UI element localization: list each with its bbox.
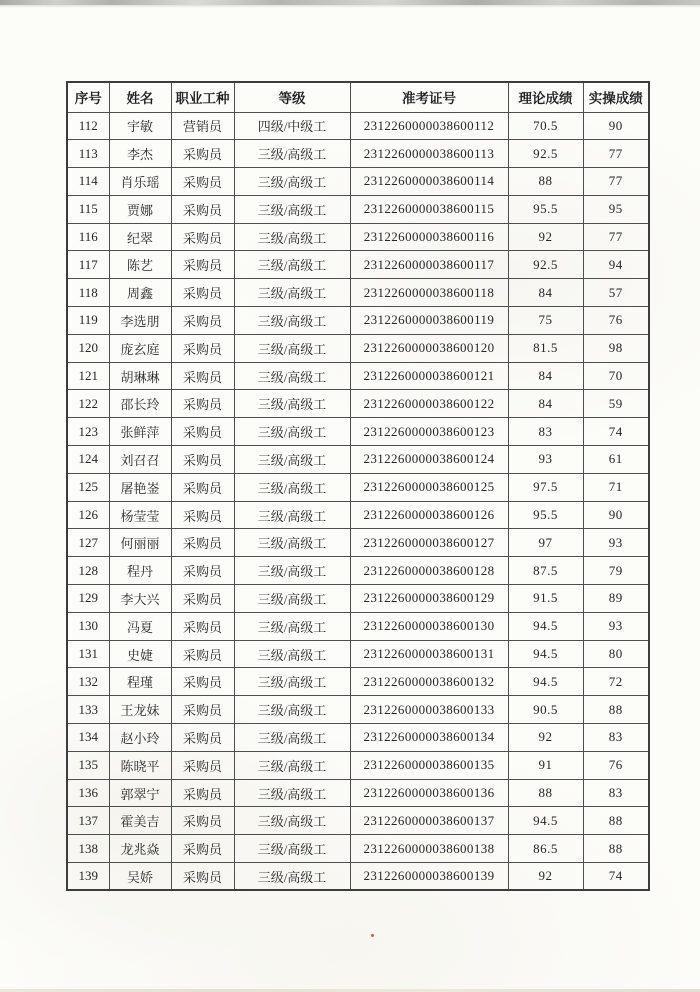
table-row [67, 779, 649, 807]
cell-practice-score: 77 [583, 140, 649, 168]
cell-exam-number: 2312260000038600129 [350, 585, 508, 613]
table-row [67, 446, 649, 474]
cell-name: 肖乐瑶 [109, 168, 171, 196]
cell-serial: 133 [67, 696, 109, 724]
cell-occupation: 采购员 [171, 195, 234, 223]
cell-serial: 127 [67, 529, 109, 557]
cell-practice-score: 77 [583, 168, 649, 196]
cell-name: 贾娜 [109, 195, 171, 223]
cell-serial: 123 [67, 418, 109, 446]
cell-grade: 三级/高级工 [234, 640, 350, 668]
cell-serial: 122 [67, 390, 109, 418]
column-header-occupation: 职业工种 [171, 82, 234, 112]
column-header-serial: 序号 [67, 82, 109, 112]
cell-serial: 114 [67, 168, 109, 196]
cell-grade: 三级/高级工 [234, 807, 350, 835]
cell-exam-number: 2312260000038600123 [350, 418, 508, 446]
cell-exam-number: 2312260000038600120 [350, 334, 508, 362]
cell-occupation: 采购员 [171, 612, 234, 640]
cell-grade: 三级/高级工 [234, 140, 350, 168]
cell-practice-score: 59 [583, 390, 649, 418]
cell-practice-score: 83 [583, 779, 649, 807]
cell-occupation: 采购员 [171, 779, 234, 807]
cell-grade: 三级/高级工 [234, 696, 350, 724]
cell-serial: 112 [67, 112, 109, 140]
cell-practice-score: 90 [583, 112, 649, 140]
cell-theory-score: 94.5 [508, 807, 583, 835]
cell-name: 龙兆焱 [109, 835, 171, 863]
cell-name: 赵小玲 [109, 724, 171, 752]
table-row [67, 112, 649, 140]
cell-theory-score: 94.5 [508, 640, 583, 668]
cell-occupation: 采购员 [171, 279, 234, 307]
cell-grade: 三级/高级工 [234, 446, 350, 474]
column-header-grade: 等级 [234, 82, 350, 112]
cell-occupation: 采购员 [171, 835, 234, 863]
cell-grade: 三级/高级工 [234, 390, 350, 418]
cell-name: 刘召召 [109, 446, 171, 474]
table-row [67, 334, 649, 362]
cell-theory-score: 92 [508, 724, 583, 752]
cell-exam-number: 2312260000038600136 [350, 779, 508, 807]
table-row [67, 835, 649, 863]
cell-grade: 三级/高级工 [234, 279, 350, 307]
cell-grade: 三级/高级工 [234, 334, 350, 362]
cell-grade: 三级/高级工 [234, 779, 350, 807]
column-header-practice-score: 实操成绩 [583, 82, 649, 112]
table-row [67, 223, 649, 251]
cell-theory-score: 91.5 [508, 585, 583, 613]
cell-name: 李杰 [109, 140, 171, 168]
cell-exam-number: 2312260000038600113 [350, 140, 508, 168]
cell-theory-score: 84 [508, 279, 583, 307]
table-row [67, 501, 649, 529]
cell-practice-score: 93 [583, 612, 649, 640]
cell-theory-score: 87.5 [508, 557, 583, 585]
cell-practice-score: 74 [583, 418, 649, 446]
table-row [67, 307, 649, 335]
cell-exam-number: 2312260000038600122 [350, 390, 508, 418]
cell-theory-score: 88 [508, 168, 583, 196]
cell-occupation: 采购员 [171, 168, 234, 196]
table-row [67, 279, 649, 307]
cell-practice-score: 57 [583, 279, 649, 307]
cell-name: 邵长玲 [109, 390, 171, 418]
cell-practice-score: 88 [583, 807, 649, 835]
table-body [67, 112, 649, 890]
cell-exam-number: 2312260000038600125 [350, 473, 508, 501]
cell-exam-number: 2312260000038600133 [350, 696, 508, 724]
cell-practice-score: 89 [583, 585, 649, 613]
cell-name: 冯夏 [109, 612, 171, 640]
cell-grade: 三级/高级工 [234, 751, 350, 779]
cell-practice-score: 90 [583, 501, 649, 529]
table-header-row [67, 82, 649, 112]
cell-practice-score: 74 [583, 863, 649, 891]
table-row [67, 751, 649, 779]
cell-name: 程丹 [109, 557, 171, 585]
table-row [67, 251, 649, 279]
cell-grade: 三级/高级工 [234, 557, 350, 585]
cell-grade: 三级/高级工 [234, 529, 350, 557]
cell-theory-score: 92 [508, 863, 583, 891]
table-row [67, 668, 649, 696]
table-row [67, 807, 649, 835]
cell-grade: 三级/高级工 [234, 473, 350, 501]
cell-occupation: 采购员 [171, 501, 234, 529]
table-row [67, 612, 649, 640]
cell-theory-score: 90.5 [508, 696, 583, 724]
cell-practice-score: 72 [583, 668, 649, 696]
cell-exam-number: 2312260000038600114 [350, 168, 508, 196]
cell-name: 张鲜萍 [109, 418, 171, 446]
cell-occupation: 采购员 [171, 418, 234, 446]
table-row [67, 724, 649, 752]
cell-name: 何丽丽 [109, 529, 171, 557]
cell-serial: 138 [67, 835, 109, 863]
cell-exam-number: 2312260000038600126 [350, 501, 508, 529]
cell-practice-score: 61 [583, 446, 649, 474]
cell-name: 霍美吉 [109, 807, 171, 835]
cell-practice-score: 77 [583, 223, 649, 251]
cell-theory-score: 81.5 [508, 334, 583, 362]
cell-serial: 139 [67, 863, 109, 891]
cell-grade: 三级/高级工 [234, 168, 350, 196]
cell-name: 陈晓平 [109, 751, 171, 779]
cell-grade: 四级/中级工 [234, 112, 350, 140]
table-row [67, 529, 649, 557]
cell-practice-score: 94 [583, 251, 649, 279]
cell-grade: 三级/高级工 [234, 251, 350, 279]
cell-practice-score: 83 [583, 724, 649, 752]
column-header-exam-number: 准考证号 [350, 82, 508, 112]
cell-occupation: 采购员 [171, 585, 234, 613]
cell-theory-score: 94.5 [508, 612, 583, 640]
cell-serial: 124 [67, 446, 109, 474]
cell-name: 陈艺 [109, 251, 171, 279]
cell-grade: 三级/高级工 [234, 362, 350, 390]
cell-grade: 三级/高级工 [234, 668, 350, 696]
cell-exam-number: 2312260000038600138 [350, 835, 508, 863]
cell-occupation: 采购员 [171, 557, 234, 585]
cell-exam-number: 2312260000038600124 [350, 446, 508, 474]
cell-serial: 113 [67, 140, 109, 168]
cell-exam-number: 2312260000038600131 [350, 640, 508, 668]
cell-name: 杨莹莹 [109, 501, 171, 529]
table-row [67, 863, 649, 891]
cell-exam-number: 2312260000038600112 [350, 112, 508, 140]
cell-practice-score: 95 [583, 195, 649, 223]
cell-serial: 126 [67, 501, 109, 529]
cell-name: 屠艳崟 [109, 473, 171, 501]
cell-serial: 125 [67, 473, 109, 501]
cell-exam-number: 2312260000038600117 [350, 251, 508, 279]
cell-serial: 136 [67, 779, 109, 807]
cell-practice-score: 76 [583, 751, 649, 779]
cell-practice-score: 98 [583, 334, 649, 362]
cell-occupation: 采购员 [171, 334, 234, 362]
cell-exam-number: 2312260000038600132 [350, 668, 508, 696]
table-row [67, 362, 649, 390]
cell-exam-number: 2312260000038600119 [350, 307, 508, 335]
cell-exam-number: 2312260000038600128 [350, 557, 508, 585]
cell-name: 史婕 [109, 640, 171, 668]
cell-theory-score: 97 [508, 529, 583, 557]
table-row [67, 195, 649, 223]
cell-name: 李选朋 [109, 307, 171, 335]
cell-serial: 117 [67, 251, 109, 279]
cell-serial: 121 [67, 362, 109, 390]
cell-exam-number: 2312260000038600135 [350, 751, 508, 779]
cell-name: 胡琳琳 [109, 362, 171, 390]
cell-serial: 129 [67, 585, 109, 613]
cell-occupation: 采购员 [171, 863, 234, 891]
table-row [67, 640, 649, 668]
cell-grade: 三级/高级工 [234, 223, 350, 251]
cell-occupation: 采购员 [171, 807, 234, 835]
cell-practice-score: 88 [583, 696, 649, 724]
cell-theory-score: 93 [508, 446, 583, 474]
column-header-name: 姓名 [109, 82, 171, 112]
cell-practice-score: 88 [583, 835, 649, 863]
scan-speck-artifact [371, 934, 374, 937]
cell-name: 庞玄庭 [109, 334, 171, 362]
table-row [67, 557, 649, 585]
cell-grade: 三级/高级工 [234, 724, 350, 752]
cell-name: 王龙妹 [109, 696, 171, 724]
cell-theory-score: 86.5 [508, 835, 583, 863]
cell-grade: 三级/高级工 [234, 307, 350, 335]
table-row [67, 168, 649, 196]
cell-theory-score: 95.5 [508, 501, 583, 529]
cell-occupation: 采购员 [171, 724, 234, 752]
cell-name: 周鑫 [109, 279, 171, 307]
cell-theory-score: 92.5 [508, 251, 583, 279]
cell-occupation: 采购员 [171, 362, 234, 390]
cell-grade: 三级/高级工 [234, 418, 350, 446]
cell-serial: 118 [67, 279, 109, 307]
cell-serial: 131 [67, 640, 109, 668]
cell-theory-score: 95.5 [508, 195, 583, 223]
cell-exam-number: 2312260000038600115 [350, 195, 508, 223]
cell-practice-score: 76 [583, 307, 649, 335]
scan-edge-top-artifact [0, 0, 700, 5]
cell-practice-score: 93 [583, 529, 649, 557]
cell-grade: 三级/高级工 [234, 585, 350, 613]
cell-occupation: 采购员 [171, 140, 234, 168]
table-row [67, 140, 649, 168]
cell-serial: 132 [67, 668, 109, 696]
cell-grade: 三级/高级工 [234, 195, 350, 223]
cell-name: 李大兴 [109, 585, 171, 613]
cell-occupation: 采购员 [171, 223, 234, 251]
cell-occupation: 采购员 [171, 751, 234, 779]
cell-serial: 119 [67, 307, 109, 335]
cell-serial: 135 [67, 751, 109, 779]
cell-practice-score: 70 [583, 362, 649, 390]
cell-grade: 三级/高级工 [234, 612, 350, 640]
cell-serial: 128 [67, 557, 109, 585]
table-row [67, 473, 649, 501]
cell-serial: 120 [67, 334, 109, 362]
cell-theory-score: 92.5 [508, 140, 583, 168]
cell-theory-score: 84 [508, 390, 583, 418]
cell-name: 吴娇 [109, 863, 171, 891]
column-header-theory-score: 理论成绩 [508, 82, 583, 112]
table-row [67, 390, 649, 418]
cell-name: 宇敏 [109, 112, 171, 140]
cell-occupation: 采购员 [171, 473, 234, 501]
cell-theory-score: 91 [508, 751, 583, 779]
cell-occupation: 采购员 [171, 251, 234, 279]
cell-serial: 115 [67, 195, 109, 223]
cell-exam-number: 2312260000038600116 [350, 223, 508, 251]
cell-occupation: 采购员 [171, 529, 234, 557]
cell-exam-number: 2312260000038600118 [350, 279, 508, 307]
cell-occupation: 采购员 [171, 390, 234, 418]
cell-exam-number: 2312260000038600134 [350, 724, 508, 752]
cell-serial: 116 [67, 223, 109, 251]
cell-serial: 130 [67, 612, 109, 640]
cell-name: 郭翠宁 [109, 779, 171, 807]
cell-theory-score: 84 [508, 362, 583, 390]
cell-exam-number: 2312260000038600127 [350, 529, 508, 557]
cell-exam-number: 2312260000038600130 [350, 612, 508, 640]
cell-occupation: 营销员 [171, 112, 234, 140]
exam-results-table [66, 81, 650, 891]
cell-practice-score: 79 [583, 557, 649, 585]
cell-occupation: 采购员 [171, 640, 234, 668]
table-row [67, 696, 649, 724]
cell-practice-score: 71 [583, 473, 649, 501]
cell-theory-score: 88 [508, 779, 583, 807]
table-header [67, 82, 649, 112]
cell-theory-score: 92 [508, 223, 583, 251]
cell-theory-score: 94.5 [508, 668, 583, 696]
cell-name: 程瑾 [109, 668, 171, 696]
cell-exam-number: 2312260000038600139 [350, 863, 508, 891]
cell-occupation: 采购员 [171, 307, 234, 335]
cell-serial: 134 [67, 724, 109, 752]
cell-theory-score: 70.5 [508, 112, 583, 140]
cell-exam-number: 2312260000038600121 [350, 362, 508, 390]
cell-grade: 三级/高级工 [234, 863, 350, 891]
cell-occupation: 采购员 [171, 696, 234, 724]
cell-grade: 三级/高级工 [234, 835, 350, 863]
cell-name: 纪翠 [109, 223, 171, 251]
cell-occupation: 采购员 [171, 668, 234, 696]
cell-occupation: 采购员 [171, 446, 234, 474]
cell-serial: 137 [67, 807, 109, 835]
cell-practice-score: 80 [583, 640, 649, 668]
table-row [67, 585, 649, 613]
cell-exam-number: 2312260000038600137 [350, 807, 508, 835]
cell-grade: 三级/高级工 [234, 501, 350, 529]
cell-theory-score: 97.5 [508, 473, 583, 501]
cell-theory-score: 75 [508, 307, 583, 335]
cell-theory-score: 83 [508, 418, 583, 446]
table-row [67, 418, 649, 446]
